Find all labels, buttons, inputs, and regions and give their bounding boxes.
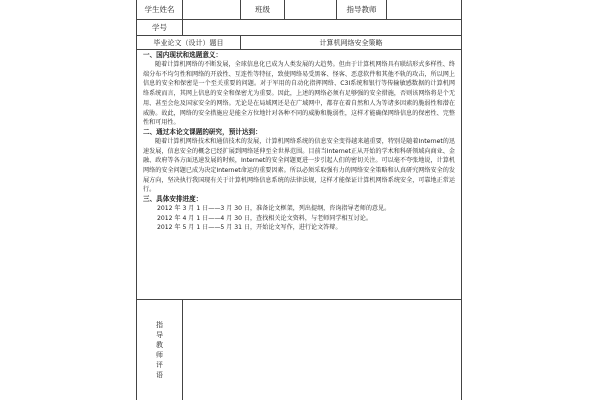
advisor-value[interactable] xyxy=(387,0,461,19)
header-row-3 xyxy=(137,36,461,50)
proposal-body xyxy=(137,50,461,300)
header-row-1 xyxy=(137,0,461,20)
review-label-char: 导 xyxy=(156,331,163,339)
advisor-review-content[interactable] xyxy=(183,300,461,400)
review-label-char: 语 xyxy=(156,371,163,379)
review-label-char: 师 xyxy=(156,351,163,359)
advisor-review-row xyxy=(137,300,461,400)
schedule-item: 2012 年 4 月 1 日——4 月 30 日，查找相关论文资料，与老师同学相互讨论。 xyxy=(157,214,372,222)
section-2-heading: 二、通过本论文课题的研究，预计达到： xyxy=(143,127,262,136)
review-label-char: 评 xyxy=(156,361,163,369)
student-name-value[interactable] xyxy=(183,0,241,19)
section-1-text: 随着计算机网络的不断发展，全球信息化已成为人类发展的大趋势。但由于计算机网络具有联结形式多样性、终端分布不均匀性和网络的开放性、互连性等特征，致使网络易受黑客、怪客、恶意软件和其他不轨的攻击，所以网上信息的安全和保密是一个至关重要的问题。对于军用的自动化指挥网络、C3I系统和银行等传输敏感数据的计算机网络系统而言，其网上信息的安全和保密尤为重要。因此，上述的网络必须有足够强的安全措施，否则该网络将是个无用、甚至会危及国家安全的网络。无论是在局域网还是在广域网中，都存在着自然和人为等诸多因素的脆弱性和潜在威胁。故此，网络的安全措施应是能全方位地针对各种不同的威胁和脆弱性，这样才能确保网络信息的保密性、完整性和可用性。 xyxy=(143,61,455,127)
schedule-item: 2012 年 3 月 1 日——3 月 30 日，准备论文框架，列出提纲，咨询指导老师的意见。 xyxy=(157,205,391,213)
class-label: 班级 xyxy=(241,0,285,19)
review-label-char: 指 xyxy=(156,321,163,329)
header-row-2 xyxy=(137,20,461,36)
student-name-label: 学生姓名 xyxy=(137,0,183,19)
thesis-proposal-form xyxy=(136,0,462,400)
review-label-char: 教 xyxy=(156,341,163,349)
thesis-title-label: 毕业论文（设计）题目 xyxy=(137,36,241,49)
student-id-value[interactable] xyxy=(183,20,461,35)
section-3-heading: 三、具体安排进度： xyxy=(143,195,203,204)
advisor-review-label xyxy=(137,300,183,400)
schedule-item: 2012 年 5 月 1 日——5 月 31 日，开始论文写作，进行论文答辩。 xyxy=(157,224,342,232)
student-id-label: 学号 xyxy=(137,20,183,35)
class-value[interactable] xyxy=(285,0,337,19)
section-2-text: 随着计算机网络技术和通信技术的发展，计算机网络系统的信息安全变得越来越重要，特别是随着Internet的迅速发展，信息安全的概念已经扩展到网络延伸至全世界范围。目前当Internet正从开始的学术和科研领域向商业、金融、政府等各方面迅速发展的时候，Internet的安全问题更进一步引起人们的密切关注。可以毫不夸张地说，计算机网络的安全问题已成为决定Internet命运的重要因素。所以必须采取强有力的网络安全策略和认真研究网络安全的发展方向，坚决执行我国现有关于计算机网络信息系统的法律法规，这样才能保证计算机网络系统安全，可靠地正常运行。 xyxy=(143,137,455,194)
thesis-title-value: 计算机网络安全策略 xyxy=(319,38,383,47)
section-1-heading: 一、国内现状和选题意义： xyxy=(143,51,223,59)
advisor-label: 指导教师 xyxy=(337,0,387,19)
